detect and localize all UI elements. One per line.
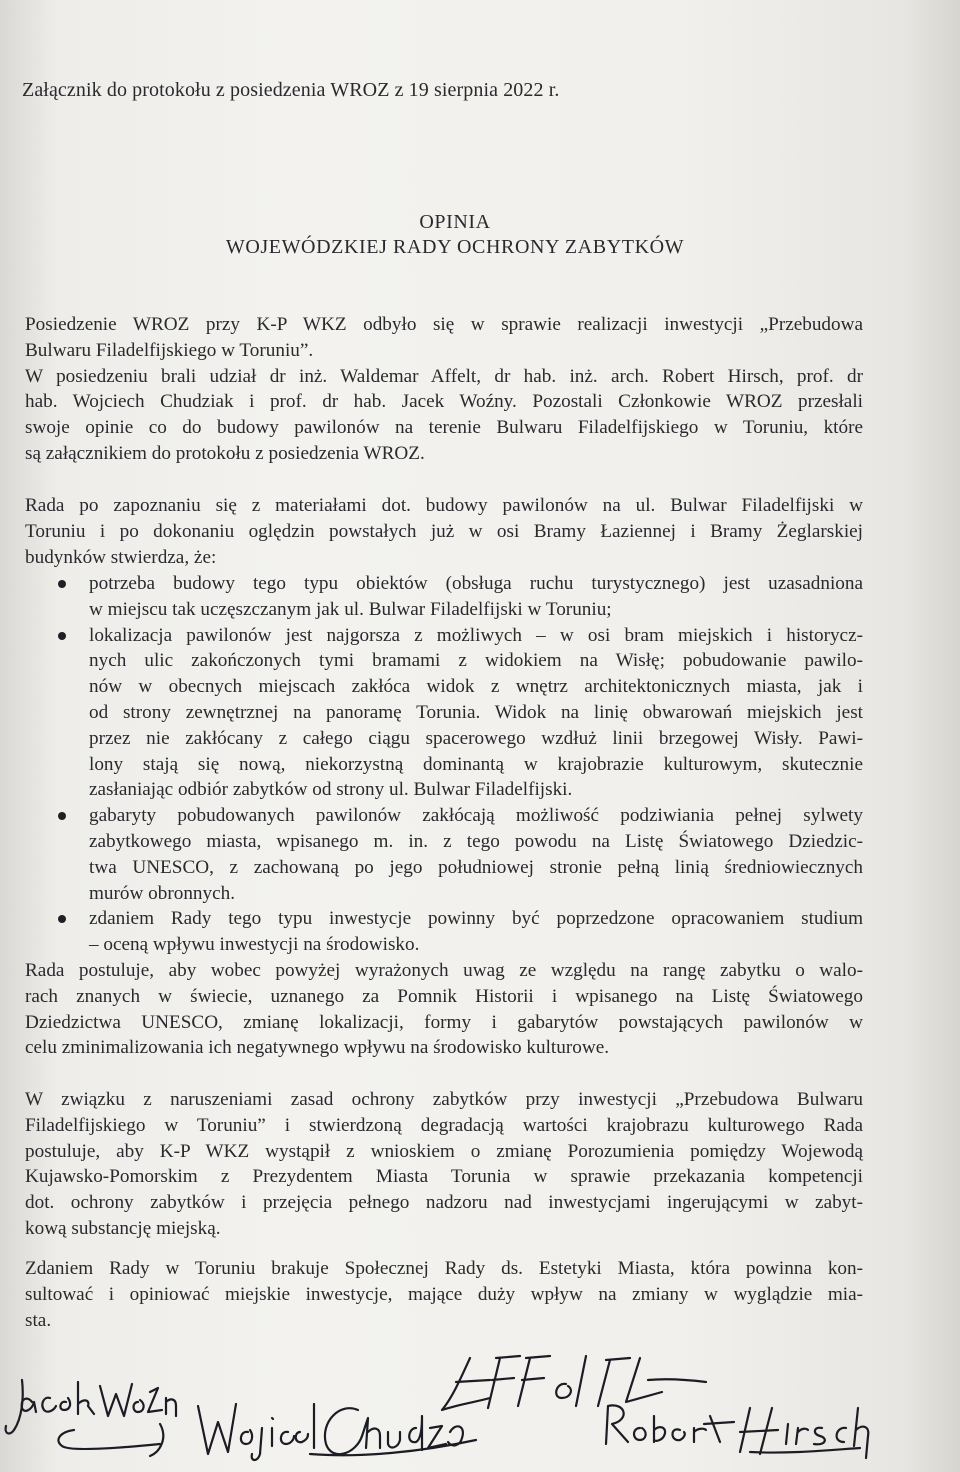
text-line: Posiedzenie WROZ przy K-P WKZ odbyło się w sprawie realizacji inwestycji „Przebudowa — [25, 314, 863, 335]
text-line: W posiedzeniu brali udział dr inż. Waldemar Affelt, dr hab. inż. arch. Robert Hirsch, prof. dr — [25, 365, 863, 387]
text-line: w miejscu tak uczęszczanym jak ul. Bulwar Filadelfijski w Toruniu; — [89, 598, 612, 620]
document-title: OPINIA — [419, 211, 491, 233]
text-line: zabytkowego miasta, wpisanego m. in. z tego powodu na Listę Światowego Dziedzic- — [89, 830, 863, 852]
text-line: lony stają się nową, niekorzystną dominantą w krajobrazie kulturowym, skutecznie — [89, 753, 863, 775]
text-line: hab. Wojciech Chudziak i prof. dr hab. Jacek Woźny. Pozostali Członkowie WROZ przesłali — [25, 391, 863, 413]
text-line: gabaryty pobudowanych pawilonów zakłócają możliwość podziwiania pełnej sylwety — [89, 805, 863, 827]
text-line: zdaniem Rady tego typu inwestycje powinny być poprzedzone opracowaniem studium — [89, 908, 863, 930]
list-item — [25, 623, 863, 804]
text-line: postuluje, aby K-P WKZ wystąpił z wnioskiem o zmianę Porozumienia pomiędzy Wojewodą — [25, 1140, 863, 1162]
bullet-dot — [58, 632, 66, 640]
list-item — [25, 803, 863, 906]
bullet-dot — [58, 915, 66, 923]
text-line: Bulwaru Filadelfijskiego w Toruniu”. — [25, 339, 314, 361]
text-line: przez nie zakłócany z całego ciągu spacerowego wzdłuż linii brzegowej Wisły. Pawi- — [89, 727, 863, 749]
text-line: sta. — [25, 1309, 52, 1331]
paragraph-agreement — [25, 1087, 863, 1242]
text-line: Kujawsko-Pomorskim z Prezydentem Miasta Torunia w sprawie przekazania kompetencji — [25, 1166, 863, 1188]
signature-robert-hirsch — [600, 1394, 880, 1471]
paragraph-meeting — [25, 312, 863, 467]
text-line: od strony zewnętrznej na panoramę Torunia. Widok na linię obwarowań miejskich jest — [89, 701, 863, 723]
text-line: twa UNESCO, z zachowaną po jego południowej stronie pełną linią średniowiecznych — [89, 856, 863, 878]
paragraph-findings — [25, 493, 863, 570]
text-line: W związku z naruszeniami zasad ochrony zabytków przy inwestycji „Przebudowa Bulwaru — [25, 1089, 863, 1110]
text-line: Zdaniem Rady w Toruniu brakuje Społecznej Rady ds. Estetyki Miasta, która powinna kon- — [25, 1258, 863, 1279]
list-item — [25, 571, 863, 623]
findings-list — [25, 571, 863, 958]
text-line: nów w obecnych miejscach zakłóca widok z wnętrz architektonicznych miasta, jak i — [89, 676, 863, 698]
text-line: nych ulic zakończonych tymi bramami z widokiem na Wisłę; pobudowanie pawilo- — [89, 650, 863, 672]
text-line: zasłaniając odbiór zabytków od strony ul. Bulwar Filadelfijski. — [89, 779, 573, 801]
text-line: dot. ochrony zabytków i przejęcia pełnego nadzoru nad inwestycjami ingerującymi w zabyt- — [25, 1192, 863, 1214]
text-line: kową substancję miejską. — [25, 1217, 221, 1239]
text-line: budynków stwierdza, że: — [25, 546, 217, 568]
list-item — [25, 906, 863, 958]
paragraph-postulate — [25, 958, 863, 1061]
text-line: są załącznikiem do protokołu z posiedzenia WROZ. — [25, 442, 425, 464]
text-line: Dziedzictwa UNESCO, zmianę lokalizacji, formy i gabarytów powstających pawilonów w — [25, 1011, 863, 1033]
text-line: celu zminimalizowania ich negatywnego wpływu na środowisko kulturowe. — [25, 1037, 610, 1059]
text-line: sultować i opiniować miejskie inwestycje, mające duży wpływ na zmiany w wyglądzie mia- — [25, 1283, 863, 1305]
text-line: Toruniu i po dokonaniu oględzin powstałych już w osi Bramy Łaziennej i Bramy Żeglarskiej — [25, 520, 863, 542]
paragraph-aesthetics — [25, 1256, 863, 1333]
text-line: swoje opinie co do budowy pawilonów na terenie Bulwaru Filadelfijskiego w Toruniu, które — [25, 417, 863, 439]
text-line: Filadelfijskiego w Toruniu” i stwierdzoną degradacją wartości krajobrazu kulturowego Rada — [25, 1114, 863, 1136]
bullet-dot — [58, 812, 66, 820]
text-line: Rada postuluje, aby wobec powyżej wyrażonych uwag ze względu na rangę zabytku o walo- — [25, 960, 863, 981]
signature-jacek-wozny — [0, 1368, 190, 1468]
text-line: rach znanych w świecie, uznanego za Pomnik Historii i wpisanego na Listę Światowego — [25, 985, 863, 1007]
bullet-dot — [58, 580, 66, 588]
text-line: lokalizacja pawilonów jest najgorsza z możliwych – w osi bram miejskich i historycz- — [89, 624, 863, 646]
text-line: – oceną wpływu inwestycji na środowisko. — [89, 934, 420, 956]
document-subtitle: WOJEWÓDZKIEJ RADY OCHRONY ZABYTKÓW — [225, 236, 685, 258]
text-line: potrzeba budowy tego typu obiektów (obsługa ruchu turystycznego) jest uzasadniona — [89, 573, 863, 594]
attachment-note: Załącznik do protokołu z posiedzenia WROZ z 19 sierpnia 2022 r. — [22, 79, 560, 101]
text-line: Rada po zapoznaniu się z materiałami dot. budowy pawilonów na ul. Bulwar Filadelfijski w — [25, 495, 863, 516]
text-line: murów obronnych. — [89, 882, 236, 904]
